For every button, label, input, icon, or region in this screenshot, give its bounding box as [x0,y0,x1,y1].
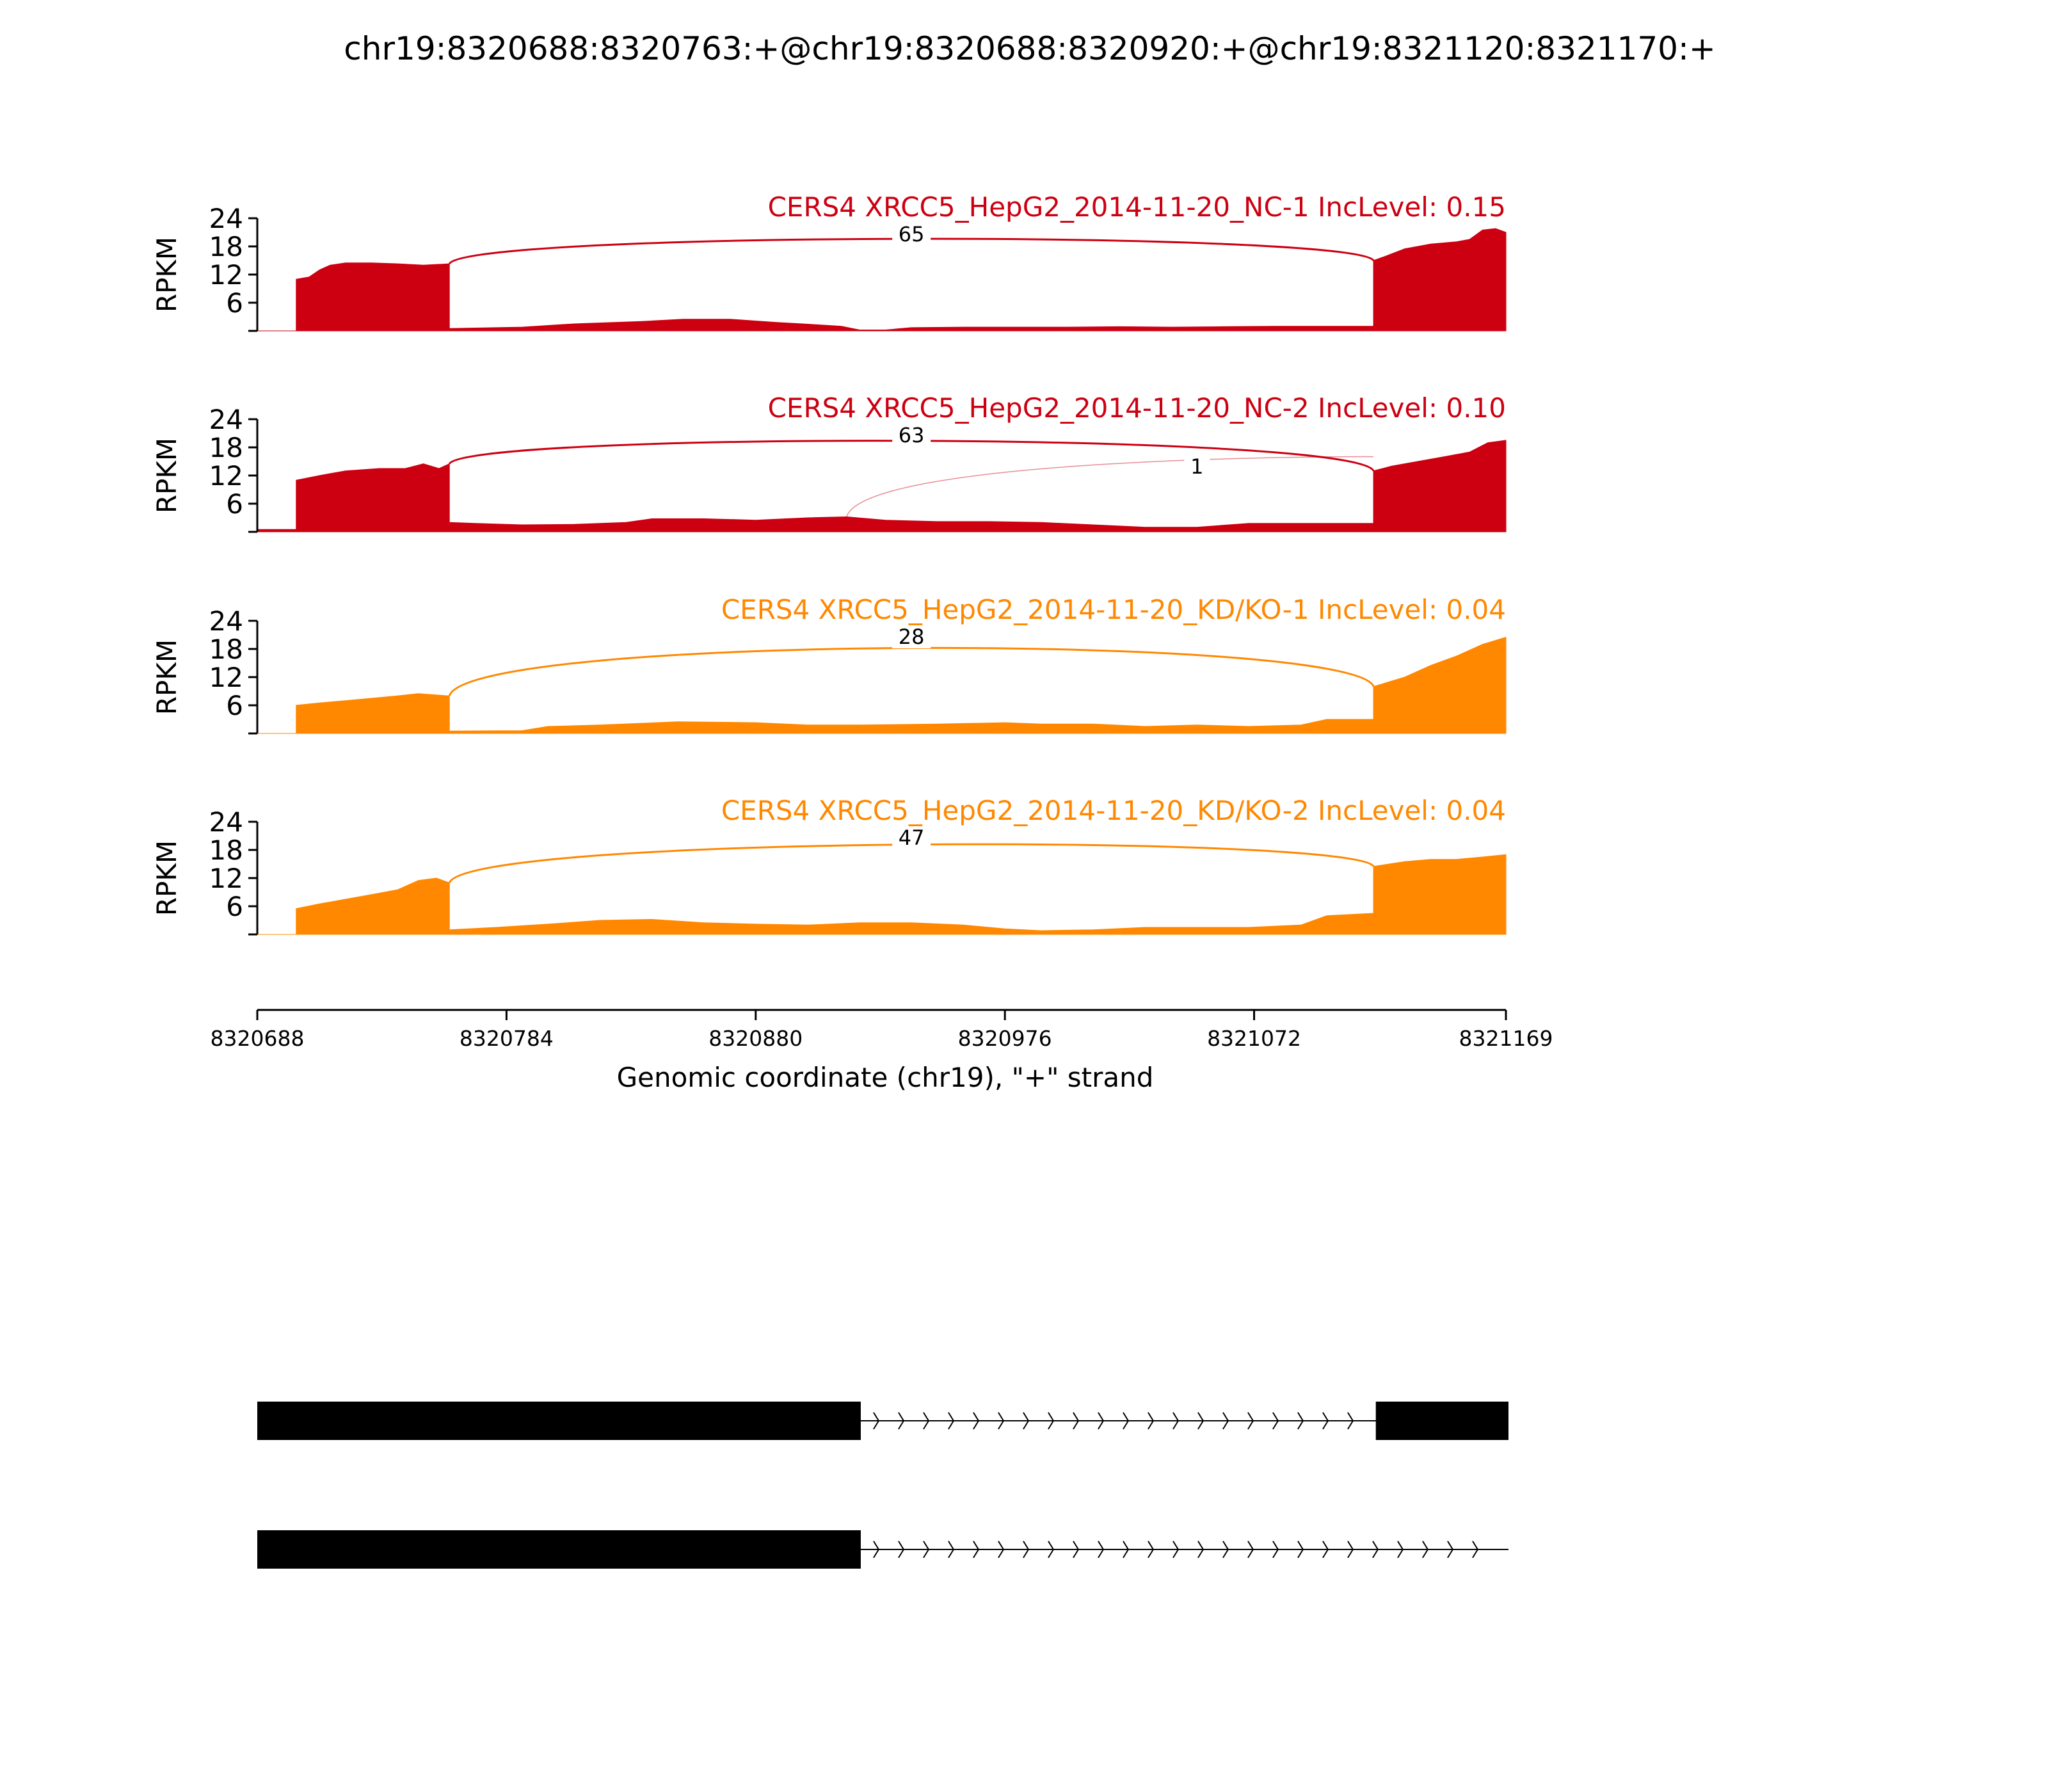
y-tick-label: 18 [209,432,243,463]
junction-count: 65 [898,222,925,246]
y-tick-label: 12 [209,259,243,291]
coverage-area [257,440,1506,532]
y-tick-label: 12 [209,863,243,894]
chart-title: chr19:8320688:8320763:+@chr19:8320688:8320920:+@chr19:8321120:8321170:+ [344,30,1716,67]
y-axis-label: RPKM [151,236,182,313]
x-tick-label: 8320688 [210,1026,305,1051]
x-tick-label: 8321169 [1459,1026,1553,1051]
track-4 [151,795,1506,934]
transcript-models [257,1402,1508,1569]
y-tick-label: 18 [209,634,243,665]
exon-block [257,1402,861,1440]
junction-arc [449,648,1373,696]
exon-block [257,1530,861,1569]
y-axis-label: RPKM [151,840,182,916]
junction-count: 28 [898,625,925,649]
junction-count: 47 [898,826,925,850]
transcript-2 [257,1530,1508,1569]
junction-count: 1 [1190,454,1204,479]
y-tick-label: 12 [209,460,243,492]
y-tick-label: 24 [209,404,243,435]
junction-count: 63 [898,423,925,447]
coverage-tracks [151,191,1506,934]
track-2 [151,392,1506,532]
y-tick-label: 24 [209,203,243,234]
track-1 [151,191,1506,331]
y-tick-label: 12 [209,662,243,693]
exon-block [1376,1402,1508,1440]
track-label: CERS4 XRCC5_HepG2_2014-11-20_NC-1 IncLevel: 0.15 [767,191,1506,223]
y-tick-label: 6 [226,287,243,319]
track-3 [151,594,1506,733]
coverage-area [257,228,1506,331]
y-tick-label: 18 [209,835,243,866]
track-label: CERS4 XRCC5_HepG2_2014-11-20_KD/KO-1 IncLevel: 0.04 [721,594,1506,625]
junction-arc [449,844,1373,883]
y-tick-label: 6 [226,488,243,520]
transcript-1 [257,1402,1508,1440]
y-tick-label: 6 [226,690,243,721]
y-tick-label: 18 [209,231,243,262]
x-axis-label: Genomic coordinate (chr19), "+" strand [616,1062,1154,1093]
y-tick-label: 24 [209,605,243,637]
y-tick-label: 6 [226,891,243,922]
y-axis-label: RPKM [151,437,182,514]
coverage-area [257,637,1506,733]
junction-arc [847,457,1373,517]
coverage-area [257,854,1506,934]
y-axis-label: RPKM [151,639,182,716]
x-tick-label: 8320976 [957,1026,1052,1051]
track-label: CERS4 XRCC5_HepG2_2014-11-20_NC-2 IncLevel: 0.10 [767,392,1506,424]
x-axis [211,1010,1553,1051]
x-tick-label: 8320784 [459,1026,554,1051]
track-label: CERS4 XRCC5_HepG2_2014-11-20_KD/KO-2 IncLevel: 0.04 [721,795,1506,826]
x-tick-label: 8320880 [708,1026,803,1051]
y-tick-label: 24 [209,806,243,838]
x-tick-label: 8321072 [1207,1026,1302,1051]
